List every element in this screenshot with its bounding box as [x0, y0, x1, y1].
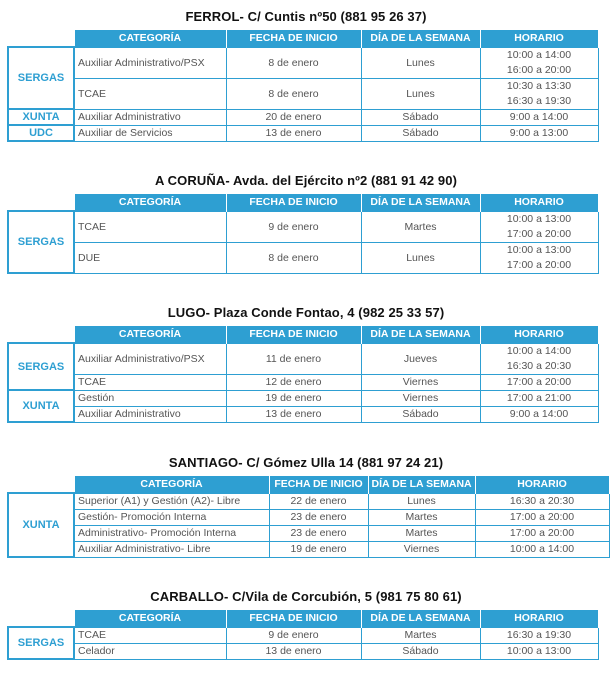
schedule-time: 9:00 a 14:00: [509, 110, 569, 123]
organization-label: XUNTA: [8, 109, 74, 125]
schedule-cell: [480, 390, 598, 406]
header-blank: [8, 194, 74, 211]
column-header-fecha: FECHA DE INICIO: [269, 476, 368, 493]
column-header-categoria: CATEGORÍA: [74, 194, 226, 211]
start-date-cell: 11 de enero: [226, 343, 361, 374]
column-header-categoria: CATEGORÍA: [74, 476, 269, 493]
schedule-table: [7, 476, 610, 558]
weekday-cell: Viernes: [368, 541, 475, 557]
start-date-cell: 19 de enero: [226, 390, 361, 406]
column-header-horario: HORARIO: [480, 610, 598, 627]
weekday-cell: Jueves: [361, 343, 480, 374]
column-header-dia: DÍA DE LA SEMANA: [361, 610, 480, 627]
category-cell: Auxiliar Administrativo- Libre: [74, 541, 269, 557]
start-date-cell: 19 de enero: [269, 541, 368, 557]
weekday-cell: Viernes: [361, 390, 480, 406]
table-row: [8, 374, 598, 390]
start-date-cell: 13 de enero: [226, 125, 361, 141]
table-row: [8, 541, 609, 557]
category-cell: TCAE: [74, 374, 226, 390]
schedule-table: [7, 194, 599, 274]
column-header-dia: DÍA DE LA SEMANA: [361, 30, 480, 47]
organization-label: XUNTA: [8, 390, 74, 422]
table-row: [8, 525, 609, 541]
schedule-cell: [480, 643, 598, 659]
start-date-cell: 22 de enero: [269, 493, 368, 509]
table-row: [8, 343, 598, 374]
category-cell: Celador: [74, 643, 226, 659]
schedule-time: 9:00 a 13:00: [509, 126, 569, 139]
start-date-cell: 13 de enero: [226, 406, 361, 422]
schedule-cell: [480, 47, 598, 78]
column-header-categoria: CATEGORÍA: [74, 610, 226, 627]
schedule-cell: [480, 374, 598, 390]
organization-label: SERGAS: [8, 211, 74, 273]
section-title: FERROL- C/ Cuntis nº50 (881 95 26 37): [185, 9, 427, 24]
start-date-cell: 23 de enero: [269, 509, 368, 525]
schedule-table: [7, 326, 599, 423]
schedule-cell: [475, 509, 609, 525]
column-header-fecha: FECHA DE INICIO: [226, 610, 361, 627]
start-date-cell: 20 de enero: [226, 109, 361, 125]
weekday-cell: Lunes: [368, 493, 475, 509]
category-cell: TCAE: [74, 211, 226, 242]
start-date-cell: 12 de enero: [226, 374, 361, 390]
column-header-horario: HORARIO: [480, 30, 598, 47]
table-row: [8, 125, 598, 141]
schedule-cell: [480, 406, 598, 422]
column-header-dia: DÍA DE LA SEMANA: [361, 326, 480, 343]
table-row: [8, 509, 609, 525]
column-header-horario: HORARIO: [475, 476, 609, 493]
weekday-cell: Lunes: [361, 242, 480, 273]
table-row: [8, 643, 598, 659]
header-blank: [8, 30, 74, 47]
organization-label: SERGAS: [8, 47, 74, 109]
column-header-horario: HORARIO: [480, 194, 598, 211]
start-date-cell: 23 de enero: [269, 525, 368, 541]
schedule-table: [7, 610, 599, 660]
table-row: [8, 406, 598, 422]
weekday-cell: Viernes: [361, 374, 480, 390]
organization-label: UDC: [8, 125, 74, 141]
organization-label: SERGAS: [8, 627, 74, 659]
schedule-table: [7, 30, 599, 142]
table-row: [8, 78, 598, 109]
section-title: CARBALLO- C/Vila de Corcubión, 5 (981 75 80 61): [150, 589, 462, 604]
column-header-dia: DÍA DE LA SEMANA: [368, 476, 475, 493]
organization-label: SERGAS: [8, 343, 74, 390]
weekday-cell: Martes: [368, 509, 475, 525]
category-cell: Administrativo- Promoción Interna: [74, 525, 269, 541]
schedule-time: 17:00 a 20:00: [506, 375, 572, 388]
weekday-cell: Martes: [361, 211, 480, 242]
section-title: SANTIAGO- C/ Gómez Ulla 14 (881 97 24 21): [168, 455, 444, 470]
start-date-cell: 13 de enero: [226, 643, 361, 659]
weekday-cell: Lunes: [361, 78, 480, 109]
column-header-categoria: CATEGORÍA: [74, 326, 226, 343]
weekday-cell: Sábado: [361, 643, 480, 659]
schedule-time: 17:00 a 20:00: [509, 510, 575, 523]
section-title: A CORUÑA- Avda. del Ejército nº2 (881 91 42 90): [154, 173, 458, 188]
schedule-cell: [480, 125, 598, 141]
category-cell: Auxiliar Administrativo/PSX: [74, 47, 226, 78]
schedule-cell: [480, 109, 598, 125]
schedule-time: 16:00 a 20:00: [506, 63, 572, 76]
category-cell: Superior (A1) y Gestión (A2)- Libre: [74, 493, 269, 509]
schedule-time: 16:30 a 20:30: [506, 359, 572, 372]
schedule-time: 10:00 a 14:00: [506, 48, 572, 61]
schedule-cell: [480, 211, 598, 242]
table-row: [8, 242, 598, 273]
column-header-fecha: FECHA DE INICIO: [226, 30, 361, 47]
schedule-cell: [475, 493, 609, 509]
header-blank: [8, 610, 74, 627]
section-title: LUGO- Plaza Conde Fontao, 4 (982 25 33 57): [167, 305, 445, 320]
schedule-time: 10:00 a 14:00: [506, 344, 572, 357]
table-row: [8, 627, 598, 643]
schedule-time: 9:00 a 14:00: [509, 407, 569, 420]
schedule-cell: [480, 627, 598, 643]
column-header-categoria: CATEGORÍA: [74, 30, 226, 47]
category-cell: Auxiliar de Servicios: [74, 125, 226, 141]
category-cell: Gestión- Promoción Interna: [74, 509, 269, 525]
organization-label: XUNTA: [8, 493, 74, 557]
category-cell: TCAE: [74, 78, 226, 109]
column-header-fecha: FECHA DE INICIO: [226, 326, 361, 343]
schedule-cell: [480, 343, 598, 374]
category-cell: Auxiliar Administrativo: [74, 406, 226, 422]
schedule-cell: [475, 525, 609, 541]
start-date-cell: 9 de enero: [226, 627, 361, 643]
schedule-cell: [480, 78, 598, 109]
schedule-time: 10:00 a 13:00: [506, 644, 572, 657]
schedule-time: 17:00 a 21:00: [506, 391, 572, 404]
column-header-dia: DÍA DE LA SEMANA: [361, 194, 480, 211]
schedule-time: 17:00 a 20:00: [506, 227, 572, 240]
schedule-time: 10:00 a 14:00: [509, 542, 575, 555]
category-cell: TCAE: [74, 627, 226, 643]
category-cell: Auxiliar Administrativo/PSX: [74, 343, 226, 374]
schedule-cell: [475, 541, 609, 557]
category-cell: Auxiliar Administrativo: [74, 109, 226, 125]
schedule-time: 10:00 a 13:00: [506, 212, 572, 225]
start-date-cell: 8 de enero: [226, 78, 361, 109]
weekday-cell: Sábado: [361, 109, 480, 125]
start-date-cell: 8 de enero: [226, 47, 361, 78]
header-blank: [8, 476, 74, 493]
schedule-time: 16:30 a 19:30: [506, 94, 572, 107]
header-blank: [8, 326, 74, 343]
weekday-cell: Sábado: [361, 406, 480, 422]
table-row: [8, 211, 598, 242]
column-header-horario: HORARIO: [480, 326, 598, 343]
weekday-cell: Lunes: [361, 47, 480, 78]
table-row: [8, 493, 609, 509]
weekday-cell: Martes: [368, 525, 475, 541]
table-row: [8, 390, 598, 406]
schedule-time: 16:30 a 19:30: [506, 628, 572, 641]
category-cell: DUE: [74, 242, 226, 273]
start-date-cell: 8 de enero: [226, 242, 361, 273]
weekday-cell: Martes: [361, 627, 480, 643]
schedule-cell: [480, 242, 598, 273]
start-date-cell: 9 de enero: [226, 211, 361, 242]
column-header-fecha: FECHA DE INICIO: [226, 194, 361, 211]
category-cell: Gestión: [74, 390, 226, 406]
schedule-time: 10:00 a 13:00: [506, 243, 572, 256]
table-row: [8, 109, 598, 125]
schedule-time: 17:00 a 20:00: [506, 258, 572, 271]
table-row: [8, 47, 598, 78]
schedule-time: 10:30 a 13:30: [506, 79, 572, 92]
weekday-cell: Sábado: [361, 125, 480, 141]
schedule-time: 16:30 a 20:30: [509, 494, 575, 507]
schedule-time: 17:00 a 20:00: [509, 526, 575, 539]
